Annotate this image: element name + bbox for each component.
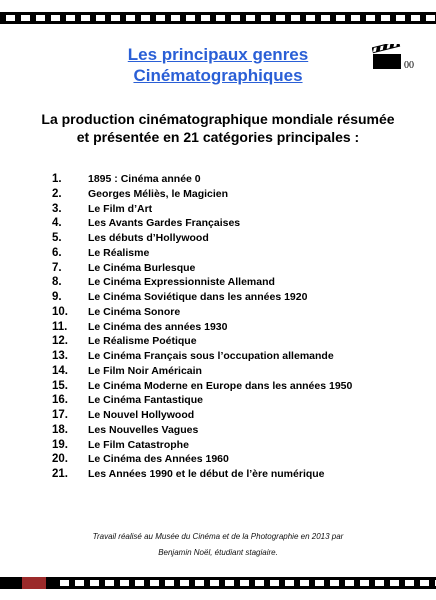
item-label: Le Cinéma des Années 1960 (88, 453, 229, 466)
item-label: Le Film d’Art (88, 202, 153, 215)
item-label: Le Réalisme (88, 246, 150, 259)
film-frame-icon (20, 577, 48, 589)
subtitle-line-2: et présentée en 21 catégories principales : (76, 129, 360, 145)
film-strip-top (0, 12, 436, 24)
item-number: 18. (52, 423, 68, 436)
item-number: 3. (52, 202, 62, 215)
item-label: Le Cinéma des années 1930 (88, 320, 228, 333)
item-number: 14. (52, 364, 68, 377)
item-label: Le Cinéma Burlesque (88, 261, 196, 274)
item-label: Le Cinéma Sonore (88, 305, 181, 318)
item-number: 1. (52, 173, 62, 185)
credit-line-1: Travail réalisé au Musée du Cinéma et de la Photographie en 2013 par (92, 532, 344, 541)
credit-note (0, 529, 436, 561)
item-label: Le Cinéma Expressionniste Allemand (88, 276, 275, 289)
item-label: Les débuts d’Hollywood (88, 232, 209, 244)
subtitle (0, 110, 436, 146)
item-label: Le Cinéma Soviétique dans les années 1920 (88, 291, 308, 303)
title-line-2: Cinématographiques (133, 66, 303, 85)
item-number: 8. (52, 276, 62, 289)
item-number: 16. (52, 394, 68, 407)
item-number: 21. (52, 468, 68, 480)
film-perforations (60, 580, 436, 586)
item-number: 4. (52, 217, 62, 230)
item-label: Les Années 1990 et le début de l’ère numérique (88, 468, 325, 480)
item-number: 2. (52, 187, 62, 200)
item-number: 12. (52, 335, 68, 348)
title-line-1: Les principaux genres (127, 45, 309, 64)
item-number: 5. (52, 232, 62, 244)
item-number: 15. (52, 379, 68, 392)
clapperboard-icon (372, 44, 402, 70)
item-label: 1895 : Cinéma année 0 (88, 173, 201, 185)
item-label: Le Film Noir Américain (88, 364, 202, 377)
item-number: 11. (52, 320, 68, 333)
subtitle-line-1: La production cinématographique mondiale résumée (41, 111, 395, 127)
item-number: 7. (52, 261, 62, 274)
film-strip-bottom (0, 577, 436, 589)
item-number: 20. (52, 453, 68, 466)
page-title (0, 44, 436, 86)
item-label: Le Film Catastrophe (88, 438, 189, 451)
item-number: 6. (52, 246, 62, 259)
item-number: 10. (52, 305, 68, 318)
item-number: 17. (52, 409, 68, 421)
item-label: Le Réalisme Poétique (88, 335, 197, 348)
item-number: 9. (52, 291, 62, 303)
item-number: 13. (52, 350, 68, 362)
item-label: Le Cinéma Fantastique (88, 394, 203, 407)
item-label: Le Cinéma Moderne en Europe dans les années 1950 (88, 379, 353, 392)
item-number: 19. (52, 438, 68, 451)
item-label: Les Avants Gardes Françaises (88, 217, 241, 230)
item-label: Le Nouvel Hollywood (88, 409, 195, 421)
item-label: Georges Méliès, le Magicien (88, 187, 229, 200)
credit-line-2: Benjamin Noël, étudiant stagiaire. (158, 548, 278, 557)
item-label: Les Nouvelles Vagues (88, 423, 199, 436)
film-perforations (6, 15, 436, 21)
item-label: Le Cinéma Français sous l’occupation allemande (88, 350, 334, 362)
page-number: 00 (404, 60, 414, 71)
